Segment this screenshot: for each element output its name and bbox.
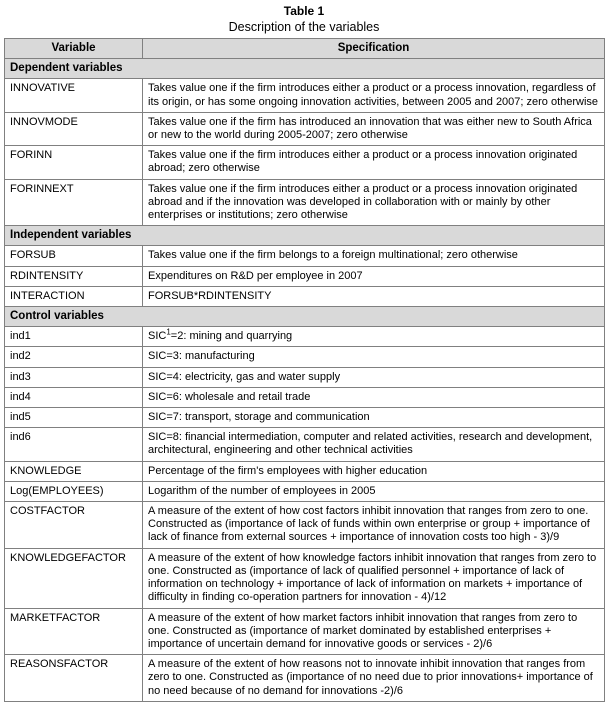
table-row: [5, 502, 605, 549]
section-header-row: [5, 307, 605, 327]
variable-specification: Logarithm of the number of employees in 2005: [143, 481, 605, 501]
variable-specification: A measure of the extent of how reasons not to innovate inhibit innovation that ranges from zero to one. Constructed as (importance of no need due to prior innovations+ importance of no need because of no demand for innovations -2)/6: [143, 655, 605, 702]
table-row: [5, 387, 605, 407]
table-row: [5, 548, 605, 608]
variable-name: ind3: [5, 367, 143, 387]
variable-specification: A measure of the extent of how cost factors inhibit innovation that ranges from zero to one. Constructed as (importance of lack of funds within own enterprise or group + importance of lack of finance from external sources + importance of innovation costs too high - 3)/9: [143, 502, 605, 549]
section-label: Independent variables: [5, 226, 605, 246]
table-row: [5, 146, 605, 179]
variable-specification: Takes value one if the firm belongs to a foreign multinational; zero otherwise: [143, 246, 605, 266]
variable-name: KNOWLEDGEFACTOR: [5, 548, 143, 608]
variable-specification: A measure of the extent of how market factors inhibit innovation that ranges from zero to one. Constructed as (importance of market dominated by established enterprises + importance of uncertain demand for innovative goods or services - 2)/6: [143, 608, 605, 655]
column-header-variable: Variable: [5, 39, 143, 59]
variables-table: [4, 38, 605, 702]
table-number: Table 1: [283, 4, 325, 18]
variable-specification: SIC=3: manufacturing: [143, 347, 605, 367]
variable-specification: FORSUB*RDINTENSITY: [143, 286, 605, 306]
variable-specification: SIC=6: wholesale and retail trade: [143, 387, 605, 407]
variable-specification: Expenditures on R&D per employee in 2007: [143, 266, 605, 286]
variable-specification: Takes value one if the firm introduces either a product or a process innovation originated abroad; zero otherwise: [143, 146, 605, 179]
variable-name: KNOWLEDGE: [5, 461, 143, 481]
section-label: Dependent variables: [5, 59, 605, 79]
table-row: [5, 428, 605, 461]
table-row: [5, 608, 605, 655]
table-body: [5, 59, 605, 702]
section-label: Control variables: [5, 307, 605, 327]
variable-specification: $SIC^1=2$: mining and quarrying: [143, 327, 605, 347]
variable-name: Log(EMPLOYEES): [5, 481, 143, 501]
variable-name: INNOVATIVE: [5, 79, 143, 112]
section-header-row: [5, 226, 605, 246]
variable-specification: Takes value one if the firm introduces either a product or a process innovation, regardless of its origin, or has some ongoing innovation activities, between 2005 and 2007; zero otherwise: [143, 79, 605, 112]
table-title-block: [4, 4, 604, 35]
table-row: [5, 327, 605, 347]
table-caption: Description of the variables: [228, 20, 380, 34]
variable-name: ind6: [5, 428, 143, 461]
table-row: [5, 286, 605, 306]
table-header-row: [5, 39, 605, 59]
table-row: [5, 112, 605, 145]
variable-name: ind4: [5, 387, 143, 407]
table-row: [5, 179, 605, 226]
variable-specification: SIC=7: transport, storage and communication: [143, 408, 605, 428]
variable-name: INTERACTION: [5, 286, 143, 306]
variable-name: ind5: [5, 408, 143, 428]
table-row: [5, 246, 605, 266]
column-header-specification: Specification: [143, 39, 605, 59]
variable-specification: SIC=4: electricity, gas and water supply: [143, 367, 605, 387]
table-row: [5, 461, 605, 481]
variable-name: FORINNEXT: [5, 179, 143, 226]
variable-name: MARKETFACTOR: [5, 608, 143, 655]
variable-specification: Takes value one if the firm introduces either a product or a process innovation originated abroad and if the innovation was developed in collaboration with or mainly by other enterprises or institutions; zero otherwise: [143, 179, 605, 226]
variable-specification: A measure of the extent of how knowledge factors inhibit innovation that ranges from zero to one. Constructed as (importance of lack of qualified personnel + importance of lack of information on technology + importance of lack of information on markets + importance of difficulty in finding co-operation partners for innovation - 4)/12: [143, 548, 605, 608]
table-row: [5, 367, 605, 387]
variable-name: FORINN: [5, 146, 143, 179]
variable-specification: Takes value one if the firm has introduced an innovation that was either new to South Africa or new to the world during 2005-2007; zero otherwise: [143, 112, 605, 145]
table-row: [5, 347, 605, 367]
table-row: [5, 655, 605, 702]
variable-specification: SIC=8: financial intermediation, computer and related activities, research and development, architectural, engineering and other technical activities: [143, 428, 605, 461]
table-row: [5, 79, 605, 112]
section-header-row: [5, 59, 605, 79]
table-row: [5, 266, 605, 286]
variable-name: ind1: [5, 327, 143, 347]
variable-name: RDINTENSITY: [5, 266, 143, 286]
variable-name: ind2: [5, 347, 143, 367]
table-row: [5, 408, 605, 428]
variable-name: FORSUB: [5, 246, 143, 266]
variable-specification: Percentage of the firm's employees with higher education: [143, 461, 605, 481]
variable-name: REASONSFACTOR: [5, 655, 143, 702]
variable-name: INNOVMODE: [5, 112, 143, 145]
variable-name: COSTFACTOR: [5, 502, 143, 549]
table-row: [5, 481, 605, 501]
